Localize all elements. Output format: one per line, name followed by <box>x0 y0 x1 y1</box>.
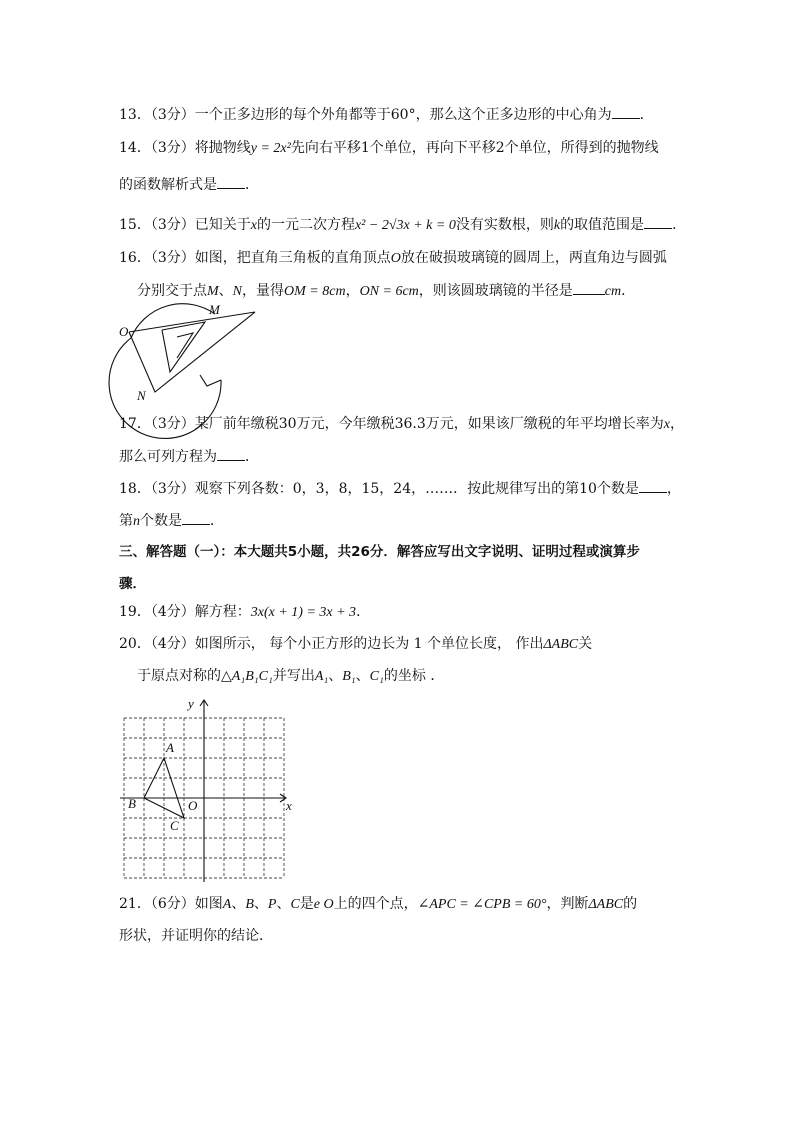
formula: y = 2x² <box>250 141 291 156</box>
label-b: B <box>128 796 136 811</box>
label-c: C <box>170 818 179 833</box>
broken-edge <box>200 375 221 386</box>
question-number: 13 <box>119 107 137 123</box>
section-heading: 三、解答题（一）：本大题共5小题，共26分．解答应写出文字说明、证明过程或演算步 <box>119 544 640 560</box>
answer-blank[interactable] <box>182 510 210 525</box>
answer-blank[interactable] <box>217 446 245 461</box>
question-number: 17 <box>119 416 137 432</box>
question-13: 13．（3分）一个正多边形的每个外角都等于60°，那么这个正多边形的中心角为 ． <box>119 104 654 125</box>
equation: 3x(x + 1) = 3x + 3 <box>250 605 357 620</box>
label-n: N <box>137 388 146 403</box>
section-heading-line-2: 骤． <box>119 576 146 592</box>
question-18: 18．（3分）观察下列各数：0，3，8，15，24，……．按此规律写出的第10个数是 ， <box>119 478 681 499</box>
label-origin: O <box>188 798 198 813</box>
question-number: 15 <box>119 217 137 233</box>
question-20: 20．（4分）如图所示， 每个小正方形的边长为 1 个单位长度， 作出ΔABC关 <box>119 636 593 652</box>
label-a: A <box>166 740 174 755</box>
mirror-triangle-figure <box>115 300 265 403</box>
question-number: 19 <box>119 604 137 620</box>
question-score: （3分） <box>150 250 195 266</box>
question-score: （3分） <box>150 217 195 233</box>
answer-blank[interactable] <box>612 104 640 119</box>
question-14-line-2: 的函数解析式是 ． <box>119 174 259 195</box>
answer-blank[interactable] <box>217 174 245 189</box>
question-score: （3分） <box>150 107 195 123</box>
triangle-inner-hole-2 <box>177 333 193 358</box>
question-17-line-2: 那么可列方程为 ． <box>119 446 259 467</box>
question-16: 16．（3分）如图，把直角三角板的直角顶点O放在破损玻璃镜的圆周上，两直角边与圆弧 <box>119 250 667 266</box>
question-score: （3分） <box>150 140 195 156</box>
question-21-line-2: 形状，并证明你的结论． <box>119 928 273 944</box>
coordinate-grid-figure <box>118 696 298 886</box>
label-m: M <box>209 302 220 317</box>
question-number: 18 <box>119 481 137 497</box>
label-y: y <box>188 696 194 711</box>
equation: x² − 2√3x + k = 0 <box>354 218 456 233</box>
question-number: 21 <box>119 896 137 912</box>
question-20-line-2: 于原点对称的△A₁B₁C₁并写出A₁、B₁、C₁的坐标 ． <box>137 668 445 684</box>
answer-blank[interactable] <box>639 478 667 493</box>
question-18-line-2: 第n个数是 ． <box>119 510 224 532</box>
answer-blank[interactable] <box>573 280 605 295</box>
question-score: （3分） <box>150 416 195 432</box>
question-21: 21．（6分）如图A、B、P、C是e O上的四个点，∠APC = ∠CPB = 60°，判断ΔABC的 <box>119 896 638 912</box>
question-score: （4分） <box>150 636 195 652</box>
question-16-line-2: 分别交于点M、N，量得OM = 8cm，ON = 6cm，则该圆玻璃镜的半径是 cm． <box>137 280 635 302</box>
question-score: （6分） <box>150 896 195 912</box>
question-score: （3分） <box>150 481 195 497</box>
label-x: x <box>286 798 292 813</box>
question-score: （4分） <box>150 604 195 620</box>
triangle-edge-m <box>129 312 255 332</box>
label-o: O <box>119 324 129 339</box>
question-number: 20 <box>119 636 137 652</box>
question-14: 14．（3分）将抛物线y = 2x²先向右平移1个单位，再向下平移2个单位，所得到的抛物线 <box>119 140 659 156</box>
question-19: 19．（4分）解方程：3x(x + 1) = 3x + 3． <box>119 604 371 620</box>
question-text: 一个正多边形的每个外角都等于60°，那么这个正多边形的中心角为 <box>194 107 612 123</box>
question-number: 14 <box>119 140 137 156</box>
question-number: 16 <box>119 250 137 266</box>
question-17: 17．（3分）某厂前年缴税30万元，今年缴税36.3万元，如果该厂缴税的年平均增长率为x， <box>119 416 684 432</box>
answer-blank[interactable] <box>644 214 672 229</box>
question-15: 15．（3分）已知关于x的一元二次方程x² − 2√3x + k = 0没有实数根，则k的取值范围是 ． <box>119 214 686 236</box>
